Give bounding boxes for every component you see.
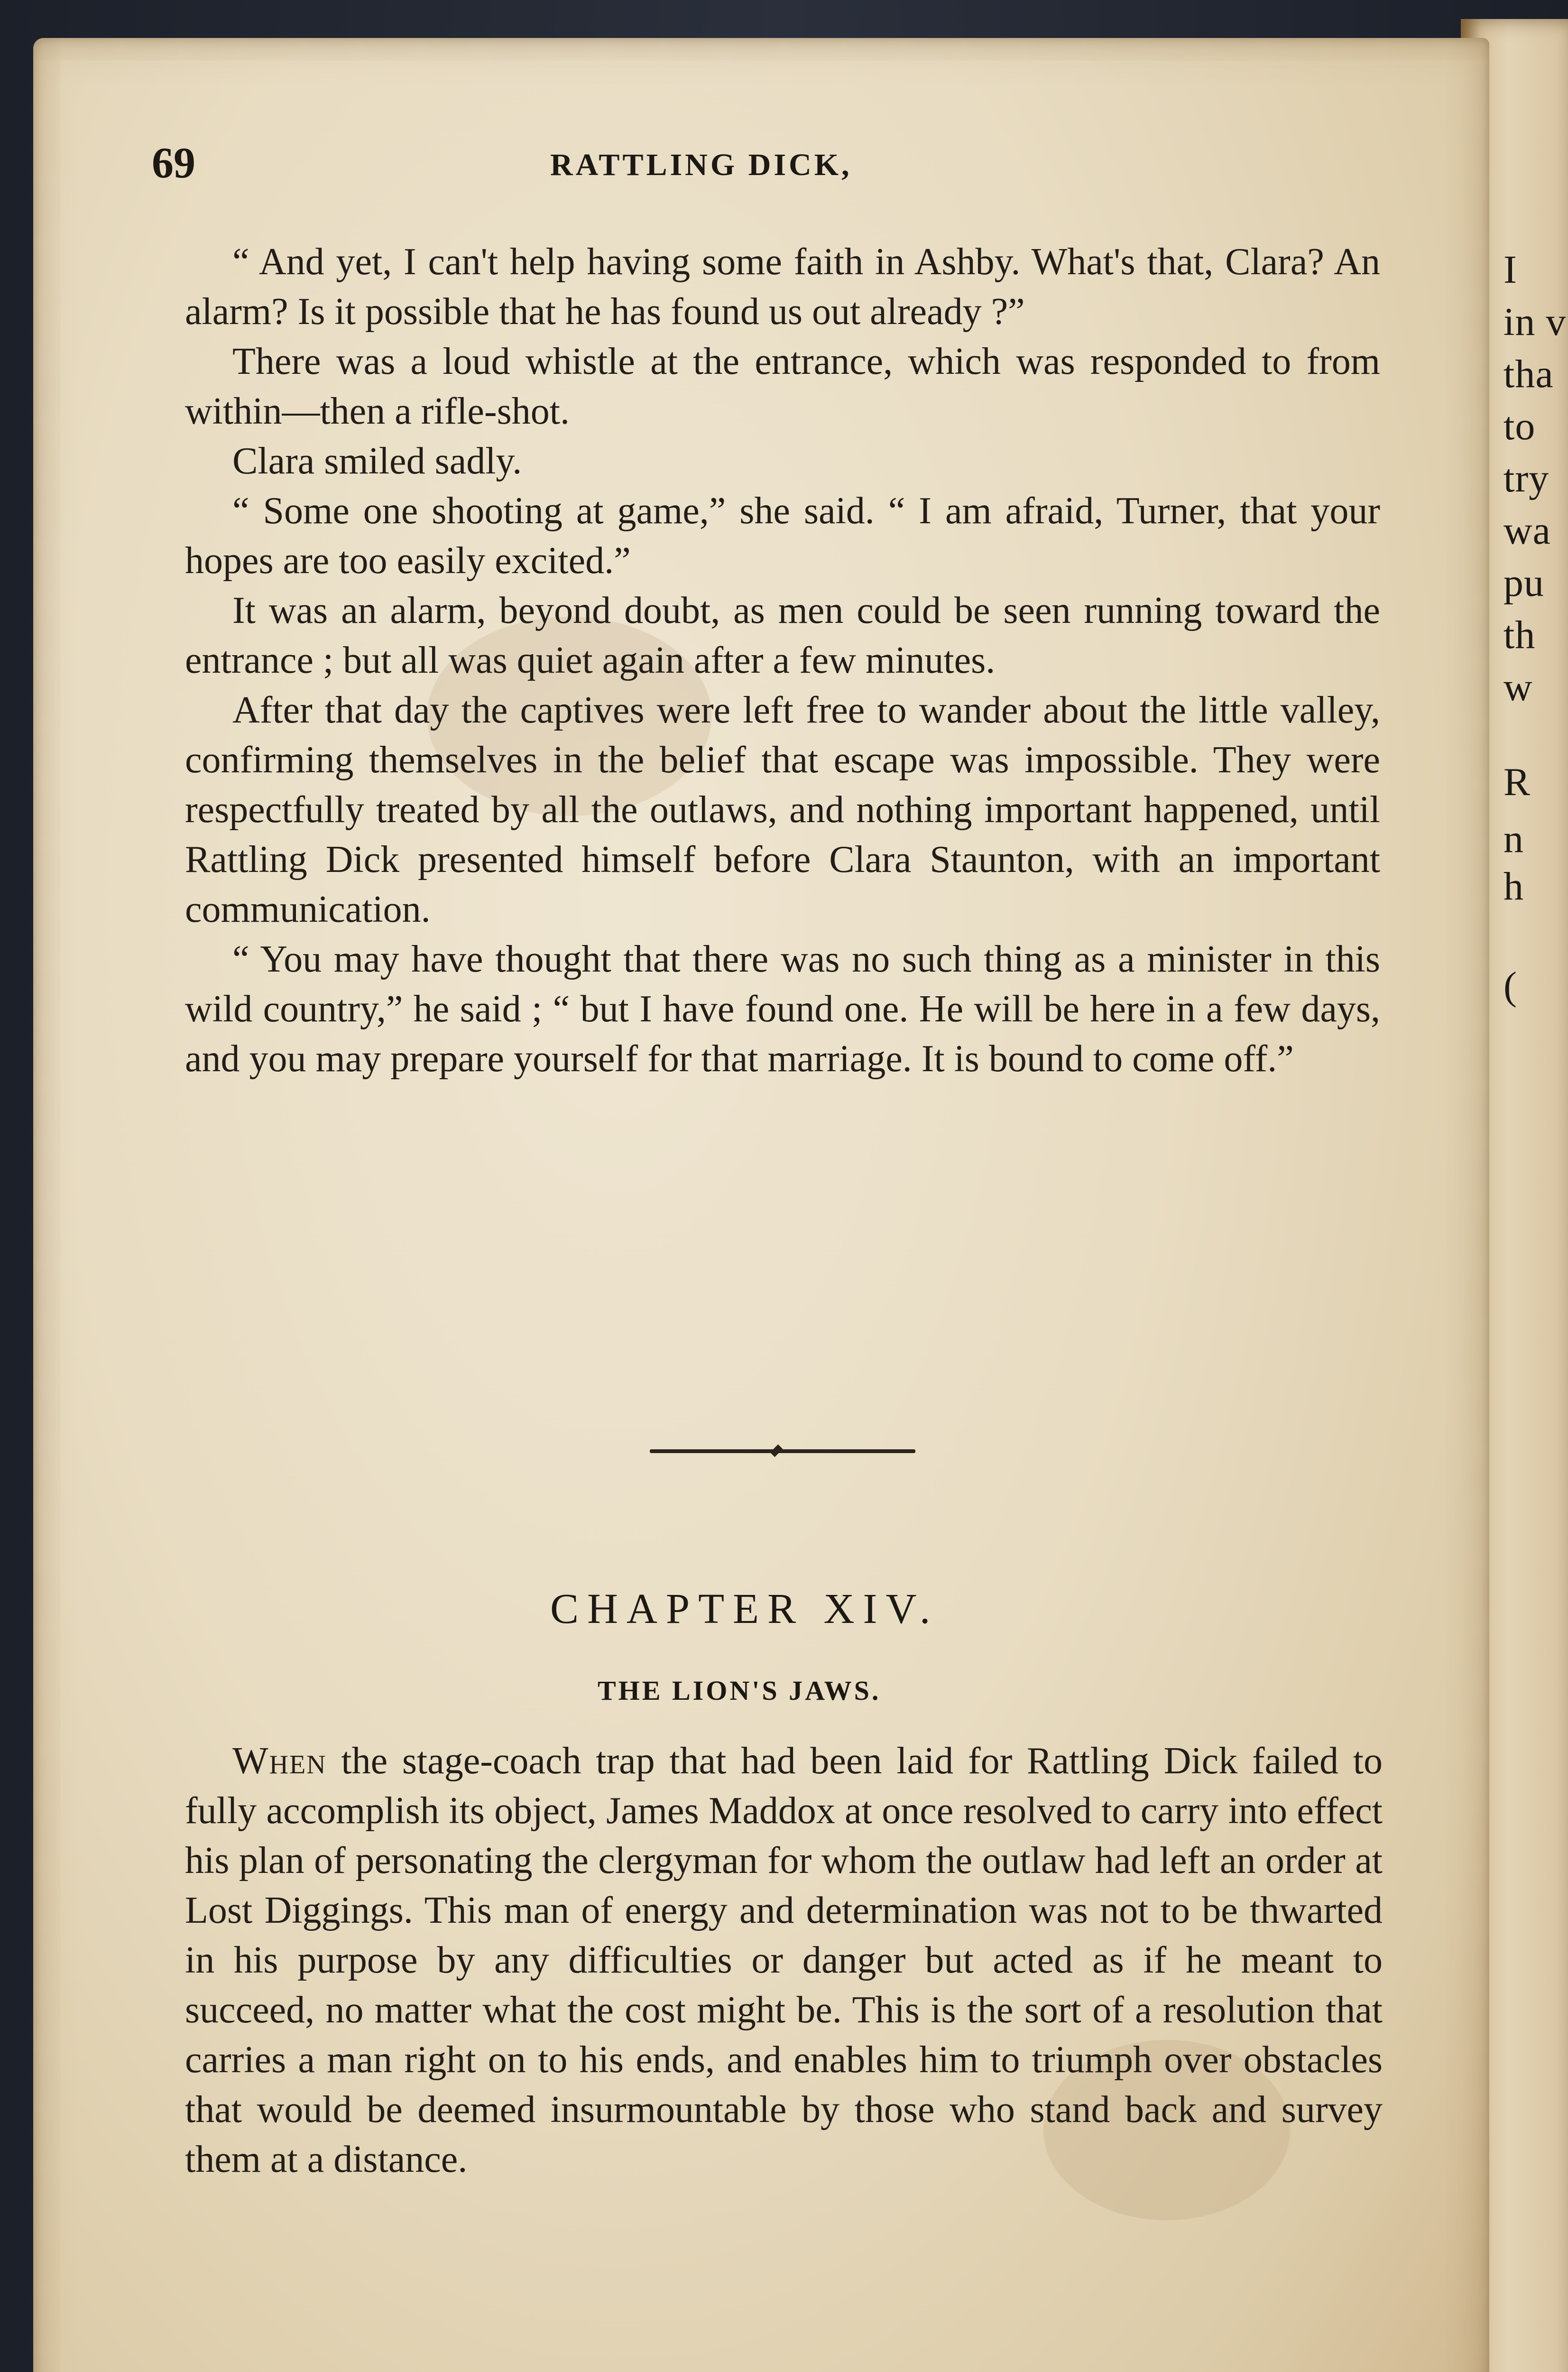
- chapter-body: [185, 1736, 1383, 2185]
- facing-fragment: wa: [1503, 509, 1551, 553]
- paragraph: After that day the captives were left free to wander about the little valley, confirming themselves in the belief that escape was impossible. They were respectfully treated by all the outlaws, and nothing important happened, until Rattling Dick presented himself before Clara Staunton, with an important communication.: [185, 689, 1380, 930]
- facing-fragment: (: [1503, 964, 1517, 1008]
- running-head: RATTLING DICK,: [550, 148, 852, 182]
- facing-fragment: R: [1503, 760, 1531, 804]
- paragraph: “ Some one shooting at game,” she said. “ I am afraid, Turner, that your hopes are too easily excited.”: [185, 490, 1380, 582]
- chapter-title: CHAPTER XIV.: [550, 1585, 939, 1632]
- facing-fragment: w: [1503, 665, 1533, 709]
- paragraph: It was an alarm, beyond doubt, as men could be seen running toward the entrance ; but all was quiet again after a few minutes.: [185, 590, 1380, 681]
- facing-fragment: I: [1503, 248, 1517, 292]
- section-divider: [650, 1449, 915, 1453]
- page-number: 69: [152, 139, 195, 187]
- body-text: [185, 237, 1380, 1084]
- chapter-paragraph-text: the stage-coach trap that had been laid for Rattling Dick failed to fully accomplish its object, James Maddox at once resolved to carry into effect his plan of personating the clergyman for whom the outlaw had left an order at Lost Diggings. This man of energy and determination was not to be thwarted in his purpose by any difficulties or danger but acted as if he meant to succeed, no matter what the cost might be. This is the sort of a resolution that carries a man right on to his ends, and enables him to triumph over obstacles that would be deemed insurmountable by those who stand back and survey them at a distance.: [185, 1740, 1383, 2180]
- facing-fragment: in v: [1503, 300, 1567, 344]
- paragraph: Clara smiled sadly.: [232, 440, 522, 482]
- lead-word: When: [232, 1740, 327, 1782]
- facing-fragment: th: [1503, 613, 1536, 657]
- facing-fragment: n: [1503, 817, 1524, 861]
- paragraph: “ And yet, I can't help having some faith in Ashby. What's that, Clara? An alarm? Is it possible that he has found us out already ?”: [185, 241, 1380, 333]
- facing-fragment: tha: [1503, 352, 1554, 396]
- chapter-paragraph: [185, 1736, 1383, 2185]
- paragraph: “ You may have thought that there was no such thing as a minister in this wild country,” he said ; “ but I have found one. He will be here in a few days, and you may prepare yourself for that marriage. It is bound to come off.”: [185, 938, 1380, 1080]
- facing-fragment: to: [1503, 404, 1536, 448]
- chapter-subtitle: THE LION'S JAWS.: [598, 1675, 881, 1706]
- facing-fragment: try: [1503, 456, 1550, 500]
- facing-fragment: pu: [1503, 561, 1544, 605]
- paragraph: There was a loud whistle at the entrance, which was responded to from within—then a rifle-shot.: [185, 341, 1380, 432]
- facing-fragment: h: [1503, 864, 1524, 908]
